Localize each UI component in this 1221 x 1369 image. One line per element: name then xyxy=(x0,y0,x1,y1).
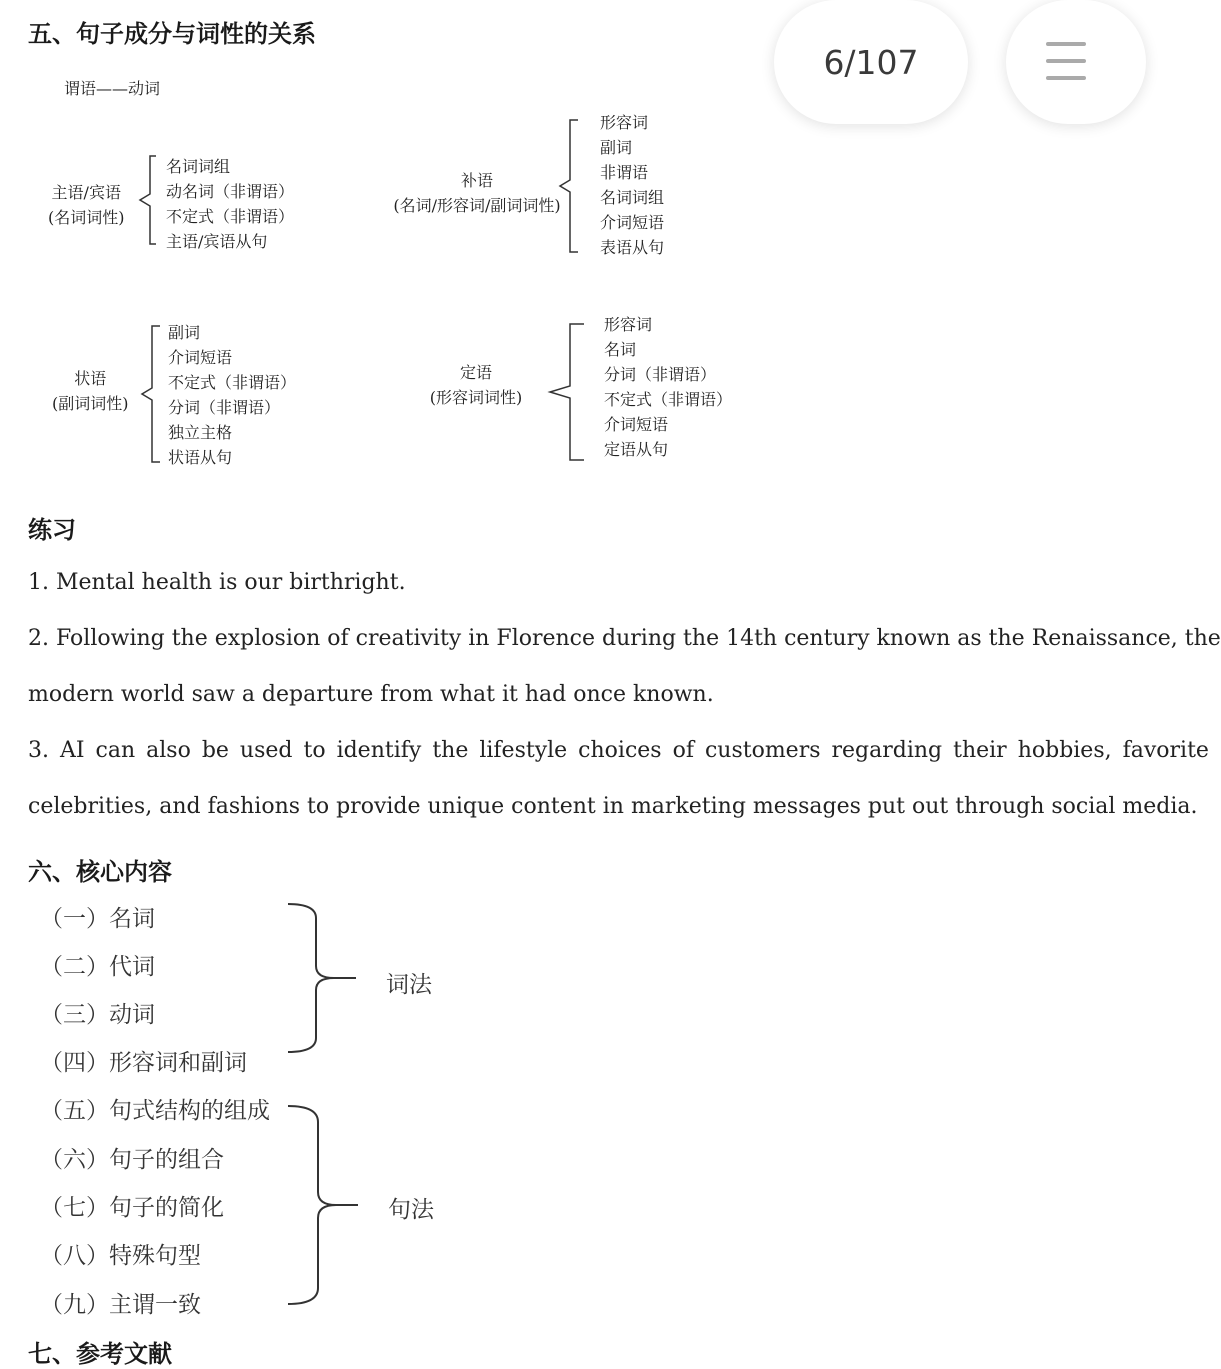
adverbial-item: 状语从句 xyxy=(168,448,233,467)
practice-line-5: celebrities, and fashions to provide unique content in marketing messages put out through social media. xyxy=(28,794,1198,819)
subject-item: 名词词组 xyxy=(166,157,231,176)
subject-item: 动名词（非谓语） xyxy=(166,182,295,201)
adverbial-item: 独立主格 xyxy=(168,423,233,442)
section-5-title: 五、句子成分与词性的关系 xyxy=(28,19,316,48)
syntax-item: （七）句子的简化 xyxy=(40,1195,224,1221)
complement-label xyxy=(390,168,564,218)
subject-label-pos: (名词词性) xyxy=(48,208,125,227)
page-number: 6/107 xyxy=(823,42,919,82)
attributive-item: 名词 xyxy=(604,340,637,359)
adverbial-item: 分词（非谓语） xyxy=(168,398,281,417)
attributive-brace xyxy=(548,318,588,464)
complement-brace xyxy=(552,114,582,256)
lexis-brace xyxy=(284,900,360,1056)
adverbial-items xyxy=(168,320,296,470)
complement-item: 副词 xyxy=(600,138,633,157)
complement-item: 非谓语 xyxy=(600,163,649,182)
subject-item: 主语/宾语从句 xyxy=(166,232,268,251)
practice-title: 练习 xyxy=(28,515,76,544)
complement-item: 形容词 xyxy=(600,113,649,132)
attributive-items xyxy=(604,312,732,462)
practice-line-1: 1. Mental health is our birthright. xyxy=(28,570,406,595)
adverbial-label-pos: (副词词性) xyxy=(52,394,129,413)
lexis-item: （三）动词 xyxy=(40,1002,155,1028)
adverbial-item: 副词 xyxy=(168,323,201,342)
adverbial-label xyxy=(52,366,129,416)
lexis-label: 词法 xyxy=(386,972,432,998)
subject-label-main: 主语/宾语 xyxy=(51,183,121,202)
attributive-item: 不定式（非谓语） xyxy=(604,390,733,409)
syntax-item: （八）特殊句型 xyxy=(40,1243,201,1269)
complement-item: 表语从句 xyxy=(600,238,665,257)
subject-items xyxy=(166,154,294,254)
attributive-item: 介词短语 xyxy=(604,415,669,434)
subject-object-label xyxy=(48,180,125,230)
attributive-label-main: 定语 xyxy=(459,363,492,382)
adverbial-item: 介词短语 xyxy=(168,348,233,367)
adverbial-item: 不定式（非谓语） xyxy=(168,373,297,392)
complement-items xyxy=(600,110,664,260)
syntax-item: （九）主谓一致 xyxy=(40,1292,201,1318)
lexis-item: （二）代词 xyxy=(40,954,155,980)
attributive-item: 定语从句 xyxy=(604,440,669,459)
attributive-item: 分词（非谓语） xyxy=(604,365,717,384)
practice-line-2: 2. Following the explosion of creativity in Florence during the 14th century known as the Renaissance, the xyxy=(28,626,1221,651)
adverbial-label-main: 状语 xyxy=(74,369,107,388)
syntax-label: 句法 xyxy=(388,1197,434,1223)
subject-item: 不定式（非谓语） xyxy=(166,207,295,226)
complement-label-pos: (名词/形容词/副词词性) xyxy=(393,196,561,215)
section-6-title: 六、核心内容 xyxy=(28,857,172,886)
complement-item: 名词词组 xyxy=(600,188,665,207)
complement-item: 介词短语 xyxy=(600,213,665,232)
complement-label-main: 补语 xyxy=(460,171,493,190)
practice-line-4: 3. AI can also be used to identify the lifestyle choices of customers regarding their hobbies, favorite xyxy=(28,738,1209,763)
lexis-item: （四）形容词和副词 xyxy=(40,1050,247,1076)
syntax-item: （六）句子的组合 xyxy=(40,1147,224,1173)
practice-line-3: modern world saw a departure from what it had once known. xyxy=(28,682,714,707)
subject-brace xyxy=(134,154,160,246)
lexis-item: （一）名词 xyxy=(40,906,155,932)
menu-button[interactable] xyxy=(1006,0,1146,124)
syntax-item: （五）句式结构的组成 xyxy=(40,1098,270,1124)
predicate-verb-line: 谓语——动词 xyxy=(64,79,161,98)
attributive-item: 形容词 xyxy=(604,315,653,334)
adverbial-brace xyxy=(136,322,164,466)
page-indicator[interactable] xyxy=(774,0,968,124)
attributive-label xyxy=(428,360,524,410)
attributive-label-pos: (形容词词性) xyxy=(429,388,523,407)
syntax-brace xyxy=(284,1100,360,1310)
section-7-title: 七、参考文献 xyxy=(28,1339,172,1368)
